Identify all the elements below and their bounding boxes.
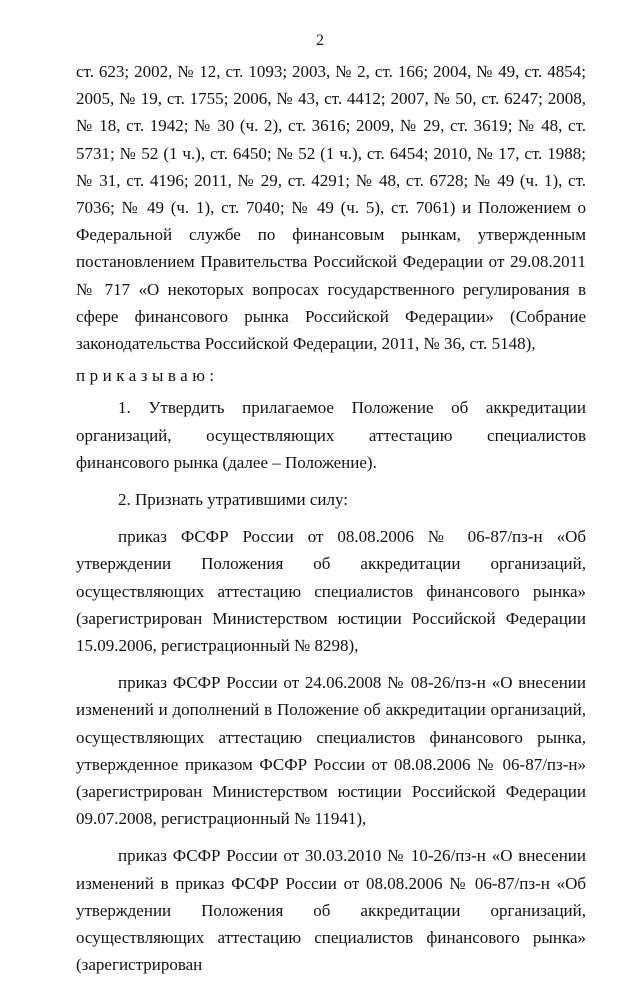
order-keyword: приказываю: [76,366,219,386]
document-body [76,58,586,984]
legal-basis-paragraph: ст. 623; 2002, № 12, ст. 1093; 2003, № 2, ст. 166; 2004, № 49, ст. 4854; 2005, № 19, ст. 1755; 2006, № 43, ст. 4412; 2007, № 50, ст. 6247; 2008, № 18, ст. 1942; № 30 (ч. 2), ст. 3616; 2009, № 29, ст. 3619; № 48, ст. 5731; № 52 (1 ч.), ст. 6450; № 52 (1 ч.), ст. 6454; 2010, № 17, ст. 1988; № 31, ст. 4196; 2011, № 29, ст. 4291; № 48, ст. 6728; № 49 (ч. 1), ст. 7036; № 49 (ч. 1), ст. 7040; № 49 (ч. 5), ст. 7061) и Положением о Федеральной службе по финансовым рынкам, утвержденным постановлением Правительства Российской Федерации от 29.08.2011 № 717 «О некоторых вопросах государственного регулирования в сфере финансового рынка Российской Федерации» (Собрание законодательства Российской Федерации, 2011, № 36, ст. 5148), [76,62,586,354]
item-1-paragraph: 1. Утвердить прилагаемое Положение об аккредитации организаций, осуществляющих аттестацию специалистов финансового рынка (далее – Положение). [76,398,586,472]
repealed-order-3: приказ ФСФР России от 30.03.2010 № 10-26/пз-н «О внесении изменений в приказ ФСФР России от 08.08.2006 № 06-87/пз-н «Об утверждении Положения об аккредитации организаций, осуществляющих аттестацию специалистов финансового рынка» (зарегистрирован [76,846,586,975]
repealed-order-1: приказ ФСФР России от 08.08.2006 № 06-87/пз-н «Об утверждении Положения об аккредитации организаций, осуществляющих аттестацию специалистов финансового рынка» (зарегистрирован Министерством юстиции Российской Федерации 15.09.2006, регистрационный № 8298), [76,527,586,656]
repealed-order-2: приказ ФСФР России от 24.06.2008 № 08-26/пз-н «О внесении изменений и дополнений в Положение об аккредитации организаций, осуществляющих аттестацию специалистов финансового рынка, утвержденное приказом ФСФР России от 08.08.2006 № 06-87/пз-н» (зарегистрирован Министерством юстиции Российской Федерации 09.07.2008, регистрационный № 11941), [76,673,586,829]
page-number: 2 [316,32,324,49]
item-2-paragraph: 2. Признать утратившими силу: [118,490,348,510]
